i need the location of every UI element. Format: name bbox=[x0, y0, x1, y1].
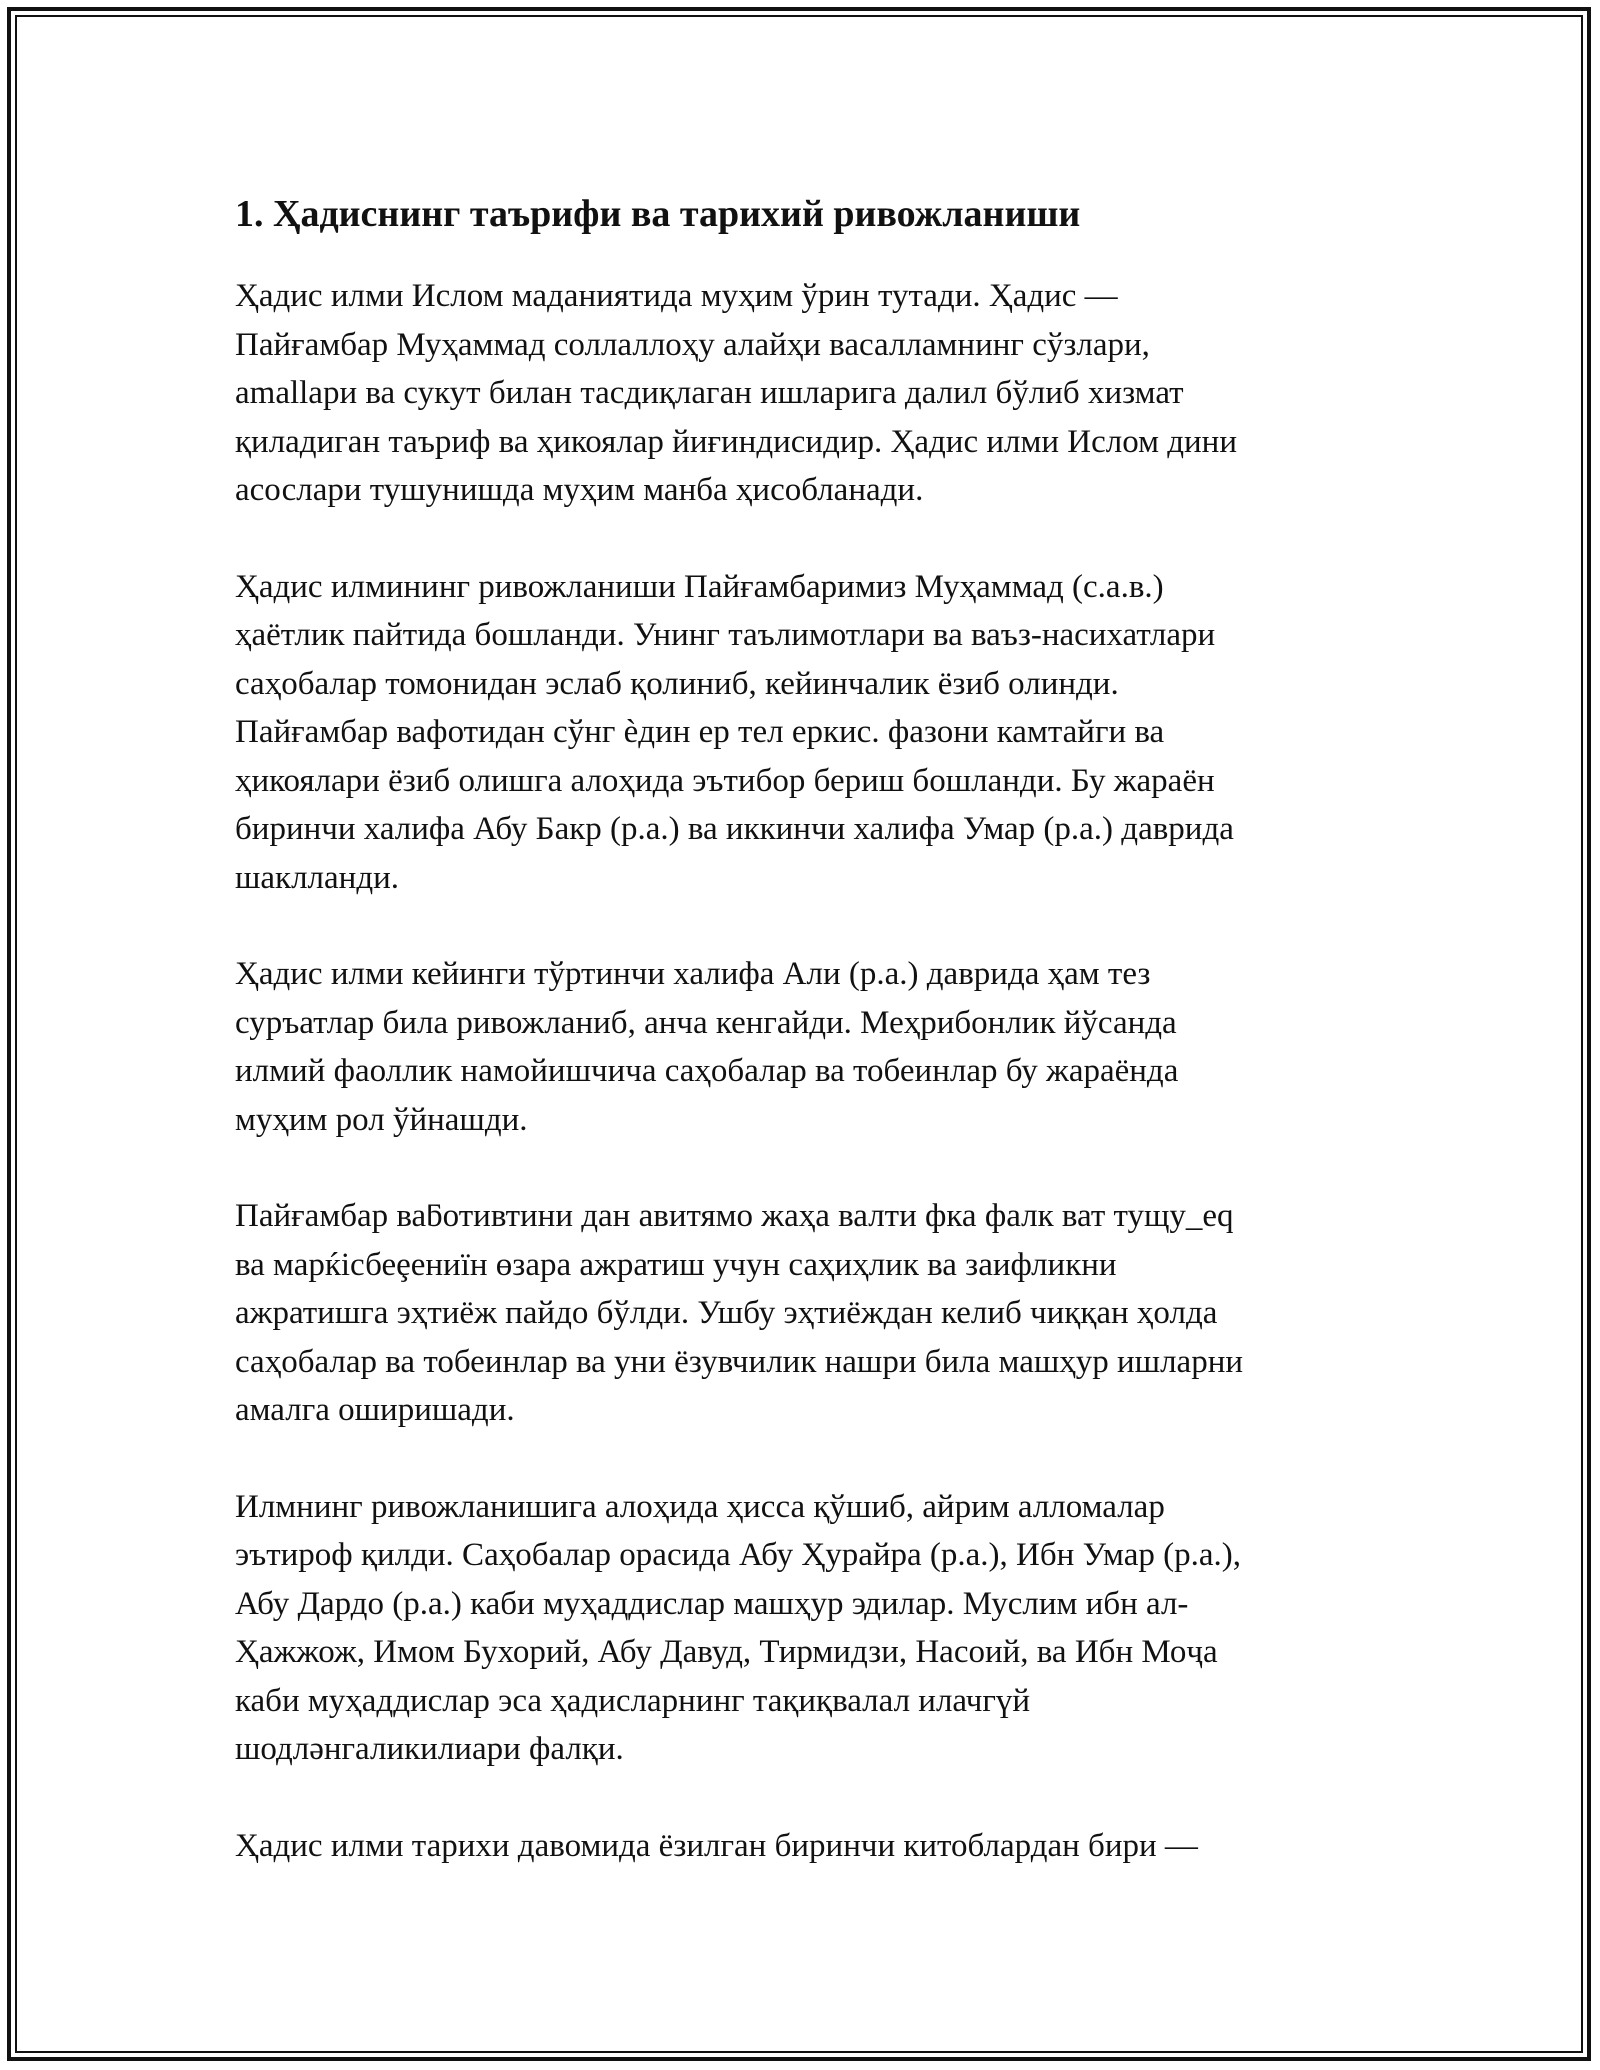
paragraph-3: Ҳадис илми кейинги тўртинчи халифа Али (р.а.) даврида ҳам тез суръатлар била ривожланиб, анча кенгайди. Меҳрибонлик йўсанда илмий фаоллик намойишчича саҳобалар ва тобеинлар бу жараёнда муҳим рол ўйнашди. bbox=[235, 956, 1179, 1138]
paragraph-2: Ҳадис илмининг ривожланиши Пайғамбаримиз Муҳаммад (с.а.в.) ҳаётлик пайтида бошланди. Унинг таълимотлари ва ваъз-насихатлари саҳобалар томонидан эслаб қолиниб, кейинчалик ёзиб олинди. Пайғамбар вафотидан сўнг ѐдин ер тел еркис. фазони камтайги ва ҳикоялари ёзиб олишга алоҳида эътибор бериш бошланди. Бу жараён биринчи халифа Абу Бакр (р.а.) ва иккинчи халифа Умар (р.а.) даврида шаклланди. bbox=[235, 568, 1234, 896]
paragraph-4: Пайғамбар ваƃотивтини дан авитямо жаҳа валти фка фалк ват тущу_eq ва марќісбеȩениїн өзара ажратиш учун саҳиҳлик ва заифликни ажратишга эҳтиёж пайдо бўлди. Ушбу эҳтиёждан келиб чиққан ҳолда саҳобалар ва тобеинлар ва уни ёзувчилик нашри била машҳур ишларни амалга оширишади. bbox=[235, 1198, 1244, 1428]
paragraph-5: Илмнинг ривожланишига алоҳида ҳисса қўшиб, айрим алломалар эътироф қилди. Саҳобалар орасида Абу Ҳурайра (р.а.), Ибн Умар (р.а.), Абу Дардо (р.а.) каби муҳаддислар машҳур эдилар. Муслим ибн ал- Ҳажжож, Имом Бухорий, Абу Давуд, Тирмидзи, Насоий, ва Ибн Моҷа каби муҳаддислар эса ҳадисларнинг тақиқвалал илачгүй шодләнгаликилиари фалқи. bbox=[235, 1488, 1241, 1767]
paragraph-6: Ҳадис илми тарихи давомида ёзилган биринчи китоблардан бири — bbox=[235, 1827, 1198, 1864]
paragraph-1: Ҳадис илми Ислом маданиятида муҳим ўрин тутади. Ҳадис — Пайғамбар Муҳаммад соллаллоҳу алайҳи васалламнинг сўзлари, amallари ва сукут билан тасдиқлаган ишларига далил бўлиб хизмат қиладиган таъриф ва ҳикоялар йиғиндисидир. Ҳадис илми Ислом дини асослари тушунишда муҳим манба ҳисобланади. bbox=[235, 278, 1238, 508]
section-title: 1. Ҳадиснинг таърифи ва тарихий ривожланиши bbox=[235, 193, 1081, 235]
document-content bbox=[235, 186, 1365, 1918]
